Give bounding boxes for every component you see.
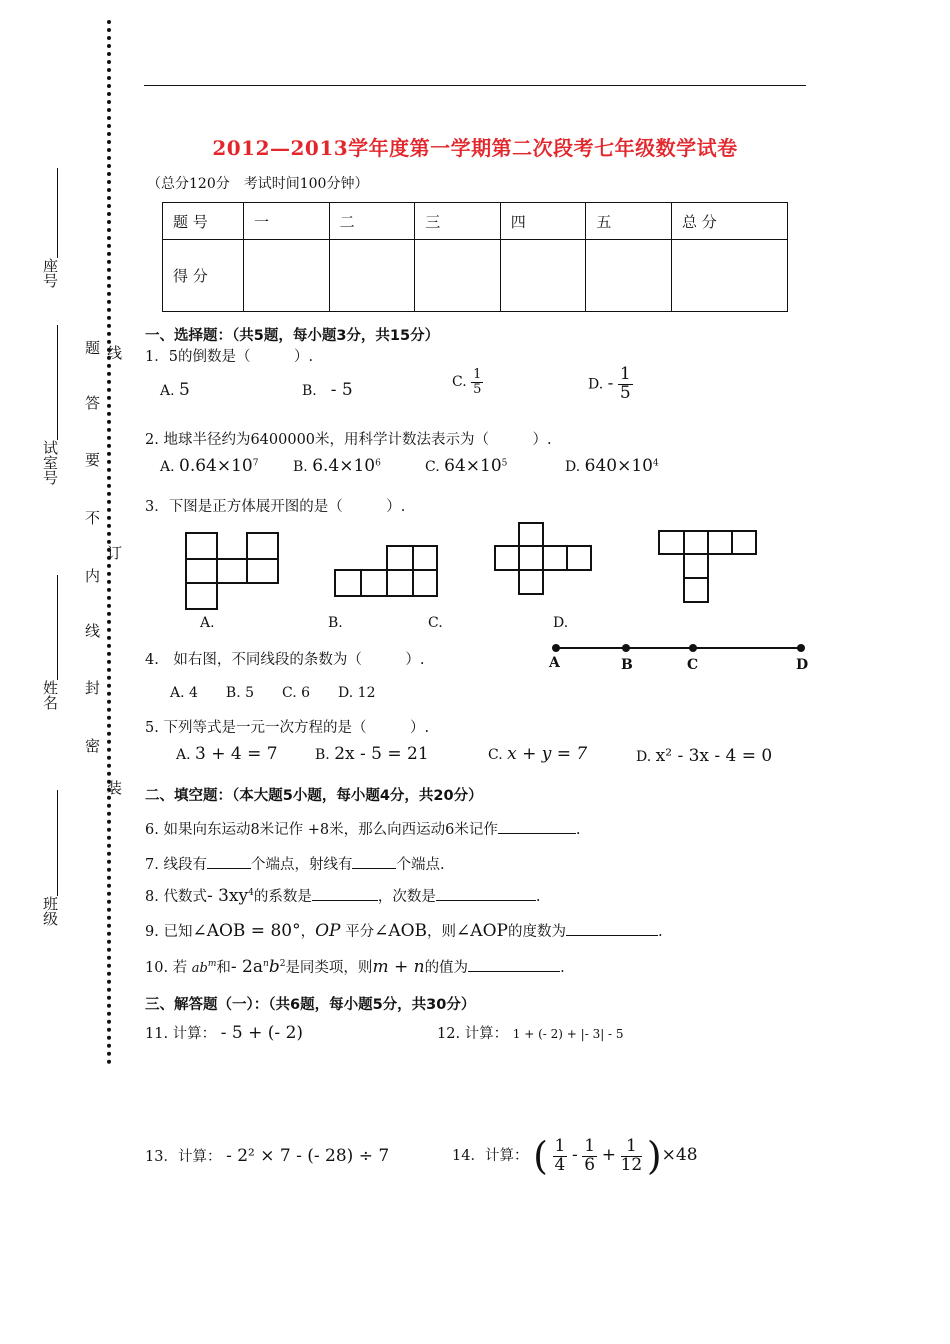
- point-d-label: D: [796, 657, 809, 673]
- point-c: [689, 644, 697, 652]
- q10: 10. 若 $ab^m$和- $2a^nb^2$是同类项，则m + n的值为 .: [145, 957, 565, 977]
- section2-heading: 二、填空题：（本大题5小题，每小题4分，共20分）: [145, 788, 483, 804]
- seal-char: 要: [83, 452, 101, 467]
- section3-heading: 三、解答题（一）：（共6题，每小题5分，共30分）: [145, 997, 476, 1013]
- q3-label-d: D.: [553, 615, 569, 631]
- seal-char: 题: [83, 340, 101, 355]
- line-segment-figure: [555, 647, 801, 649]
- q5-option-b: B. 2x - 5 = 21: [315, 744, 429, 764]
- q5-option-d: D. x² - 3x - 4 = 0: [636, 746, 773, 766]
- room-blank: [57, 325, 58, 440]
- q3-stem: 3．下图是正方体展开图的是（ ）.: [145, 499, 406, 515]
- q6: 6. 如果向东运动8米记作 +8米，那么向西运动6米记作 .: [145, 822, 581, 838]
- score-row-label: 得 分: [163, 240, 244, 312]
- q8: 8. 代数式- $3xy^4$的系数是 ，次数是 .: [145, 886, 541, 906]
- point-a: [552, 644, 560, 652]
- q5-stem: 5. 下列等式是一元一次方程的是（ ）.: [145, 720, 430, 736]
- q3-label-a: A.: [200, 615, 215, 631]
- score-cell[interactable]: [586, 240, 672, 312]
- q9: 9. 已知∠AOB = 80°，OP 平分∠AOB，则∠AOP的度数为 .: [145, 921, 663, 941]
- seal-char: 答: [83, 395, 101, 410]
- q1-option-a: A. 5: [160, 380, 190, 400]
- class-label: 班级: [41, 896, 59, 926]
- q13: 13．计算： - 2² × 7 - (- 28) ÷ 7: [145, 1146, 390, 1166]
- q11: 11. 计算： - 5 + (- 2): [145, 1023, 304, 1043]
- score-header-cell: 二: [329, 203, 415, 240]
- q5-option-c: C. x + y = 7: [488, 744, 588, 764]
- seal-char: 线: [105, 345, 123, 360]
- seat-blank: [57, 168, 58, 258]
- point-a-label: A: [549, 655, 560, 671]
- binding-dotted-line: [107, 20, 111, 1065]
- score-table: [162, 202, 788, 312]
- score-cell[interactable]: [415, 240, 501, 312]
- score-header-cell: 三: [415, 203, 501, 240]
- seal-char: 密: [83, 738, 101, 753]
- q7-blank-2[interactable]: [352, 868, 396, 869]
- q8-blank-2[interactable]: [436, 900, 536, 901]
- q3-label-b: B.: [328, 615, 343, 631]
- score-cell[interactable]: [500, 240, 586, 312]
- point-b-label: B: [621, 657, 633, 673]
- q4-stem: 4. 如右图，不同线段的条数为（ ）.: [145, 652, 425, 668]
- q2-option-d: D. $640\times 10^4$: [565, 456, 659, 476]
- q10-answer-blank[interactable]: [468, 971, 560, 972]
- room-label: 试室号: [41, 440, 59, 485]
- score-header-cell: 总 分: [672, 203, 788, 240]
- seal-char: 线: [83, 623, 101, 638]
- score-cell[interactable]: [329, 240, 415, 312]
- q2-stem: 2. 地球半径约为6400000米，用科学计数法表示为（ ）.: [145, 432, 552, 448]
- top-rule: [144, 85, 806, 86]
- q3-label-c: C.: [428, 615, 443, 631]
- seal-char: 封: [83, 680, 101, 695]
- q2-option-c: C. $64\times 10^5$: [425, 456, 508, 476]
- q1-option-b: B. - 5: [302, 380, 353, 400]
- score-header-cell: 五: [586, 203, 672, 240]
- seal-char: 订: [105, 545, 123, 560]
- q1-option-c: C. $\frac{1}{5}$: [452, 367, 482, 397]
- q2-option-b: B. $6.4\times 10^6$: [293, 456, 381, 476]
- q9-answer-blank[interactable]: [566, 935, 658, 936]
- point-b: [622, 644, 630, 652]
- seal-char: 装: [105, 780, 123, 795]
- point-c-label: C: [687, 657, 699, 673]
- q8-blank-1[interactable]: [312, 900, 378, 901]
- q14: 14．计算： ( $\frac{1}{4}$ - $\frac{1}{6}$ + $\frac{1}{12}$ )×48: [452, 1134, 698, 1178]
- section1-heading: 一、选择题：（共5题，每小题3分，共15分）: [145, 328, 440, 344]
- q5-option-a: A. 3 + 4 = 7: [176, 744, 278, 764]
- q7-blank-1[interactable]: [207, 868, 251, 869]
- exam-info: （总分120分 考试时间100分钟）: [147, 176, 369, 192]
- score-cell[interactable]: [244, 240, 330, 312]
- point-d: [797, 644, 805, 652]
- seal-char: 内: [83, 568, 101, 583]
- name-blank: [57, 575, 58, 680]
- q1-stem: 1．5的倒数是（ ）.: [145, 349, 314, 365]
- score-header-cell: 四: [500, 203, 586, 240]
- name-label: 姓名: [41, 680, 59, 710]
- q6-answer-blank[interactable]: [498, 833, 576, 834]
- class-blank: [57, 790, 58, 896]
- seal-char: 不: [83, 510, 101, 525]
- q4-options: A. 4 B. 5 C. 6 D. 12: [170, 685, 376, 701]
- score-cell[interactable]: [672, 240, 788, 312]
- score-header-cell: 题 号: [163, 203, 244, 240]
- q2-option-a: A. $0.64\times 10^7$: [160, 456, 259, 476]
- q12: 12. 计算： 1 + (- 2) + |- 3| - 5: [437, 1026, 624, 1042]
- q1-option-d: D. - $\frac{1}{5}$: [588, 364, 631, 403]
- seat-label: 座号: [41, 258, 59, 288]
- score-header-cell: 一: [244, 203, 330, 240]
- q7: 7. 线段有 个端点，射线有 个端点.: [145, 857, 445, 873]
- page-title: 2012—2013学年度第一学期第二次段考七年级数学试卷: [212, 136, 738, 160]
